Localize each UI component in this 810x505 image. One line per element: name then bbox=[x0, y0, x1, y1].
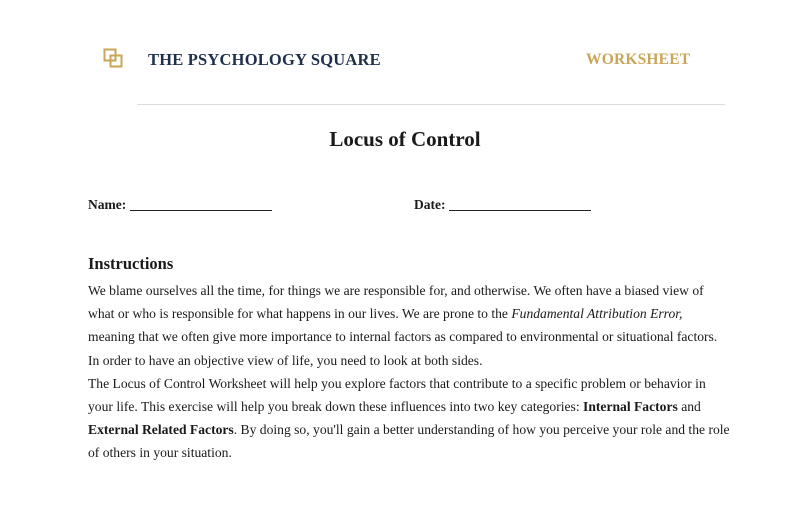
worksheet-tag: WORKSHEET bbox=[586, 51, 691, 68]
page-header bbox=[0, 0, 810, 110]
name-field[interactable] bbox=[88, 197, 272, 213]
overlapping-squares-icon bbox=[103, 48, 123, 68]
brand-name: THE PSYCHOLOGY SQUARE bbox=[148, 50, 381, 69]
p1-emphasis: Fundamental Attribution Error, bbox=[511, 306, 683, 322]
p1-text-a: We blame ourselves all the time, for things we are responsible for, and otherwise. We often have a biased view of what or who is responsible for what happens in our lives. We are prone to the bbox=[88, 283, 704, 322]
name-blank-line[interactable] bbox=[130, 210, 272, 211]
name-label: Name: bbox=[88, 197, 127, 212]
p2-text-a: The Locus of Control Worksheet will help you explore factors that contribute to a specific problem or behavior in your life. This exercise will help you break down these influences into two key categories: bbox=[88, 375, 706, 415]
p2-text-b: . By doing so, you'll gain a better understanding of how you perceive your role and the role of others in your situation. bbox=[88, 422, 730, 461]
instructions-paragraph-2 bbox=[88, 372, 730, 465]
p2-internal-factors: Internal Factors bbox=[583, 399, 678, 415]
instructions-paragraph-1 bbox=[88, 279, 730, 372]
instructions-heading: Instructions bbox=[88, 254, 174, 273]
date-field[interactable] bbox=[414, 197, 591, 213]
p2-external-factors: External Related Factors bbox=[88, 422, 234, 438]
instructions-body bbox=[88, 279, 730, 465]
p2-and: and bbox=[677, 399, 701, 415]
p1-text-b: meaning that we often give more importance to internal factors as compared to environmental or situational factors. In order to have an objective view of life, you need to look at both sides. bbox=[88, 329, 718, 368]
header-divider bbox=[137, 104, 725, 105]
date-label: Date: bbox=[414, 197, 446, 212]
date-blank-line[interactable] bbox=[449, 210, 591, 211]
page-title: Locus of Control bbox=[329, 127, 481, 151]
